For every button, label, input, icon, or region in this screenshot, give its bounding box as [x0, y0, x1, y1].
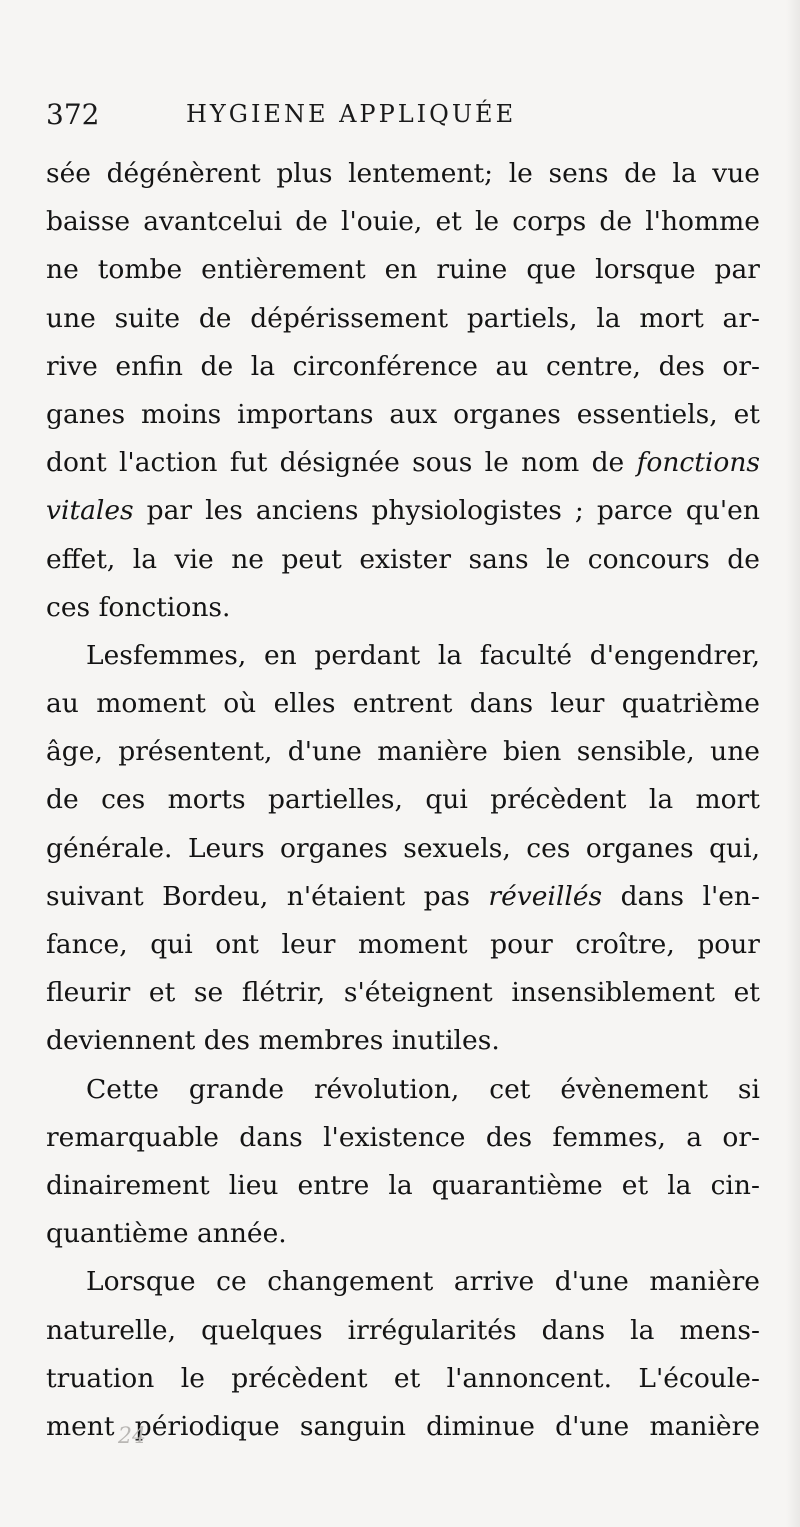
text-word: qui,	[709, 832, 760, 864]
text-word: ganes	[46, 398, 126, 430]
text-word: évènement	[560, 1073, 708, 1105]
text-word: a	[686, 1121, 703, 1153]
text-word: membres	[258, 1025, 384, 1057]
text-word: de	[624, 158, 657, 189]
text-line	[46, 246, 760, 294]
text-word: désignée	[279, 447, 400, 479]
text-word: qui	[425, 784, 468, 816]
text-word: fonctions.	[98, 591, 231, 623]
text-word: âge,	[46, 736, 103, 768]
text-line	[46, 584, 760, 632]
text-word: dans	[541, 1314, 606, 1346]
text-word: fleurir	[46, 977, 131, 1009]
text-word: or-	[722, 1121, 760, 1153]
text-word: et	[435, 206, 462, 238]
text-word: perdant	[314, 639, 421, 671]
text-word: le	[546, 543, 571, 575]
text-word: précèdent	[231, 1362, 368, 1394]
text-word: lorsque	[595, 254, 696, 286]
text-word: sous	[412, 447, 473, 479]
text-word: le	[508, 158, 533, 189]
text-word: peut	[281, 543, 342, 575]
text-word: et	[393, 1362, 421, 1394]
text-word: leur	[281, 929, 336, 960]
text-word: la	[388, 1169, 413, 1201]
text-word: ne	[231, 543, 264, 575]
text-word: ces	[526, 832, 571, 864]
text-word: de	[727, 543, 760, 575]
text-word: remarquable	[46, 1121, 219, 1153]
text-word: avantcelui	[143, 206, 283, 238]
signature-mark: 24	[118, 1424, 146, 1449]
text-word: la	[596, 302, 621, 334]
text-word: essentiels,	[576, 398, 718, 430]
text-word: inutiles.	[391, 1025, 500, 1057]
text-word: morts	[167, 784, 246, 816]
text-line	[46, 439, 760, 487]
text-word: la	[667, 1169, 692, 1201]
text-word: se	[193, 977, 224, 1009]
text-line	[46, 825, 760, 873]
text-word: précèdent	[490, 784, 627, 816]
text-word: concours	[587, 543, 710, 575]
text-word: et	[733, 398, 760, 430]
text-word: ;	[574, 495, 584, 527]
text-line	[46, 391, 760, 439]
text-word: les	[205, 495, 243, 527]
text-word: sexuels,	[403, 832, 511, 864]
text-word: mort	[639, 302, 704, 334]
text-word: en	[384, 254, 418, 286]
text-word: organes	[280, 832, 388, 864]
text-word: que	[526, 254, 577, 286]
text-word: l'ouie,	[340, 206, 423, 238]
text-word: au	[495, 350, 529, 382]
text-line	[46, 969, 760, 1017]
page-number: 372	[46, 98, 100, 131]
text-word: et	[621, 1169, 649, 1201]
text-line	[46, 536, 760, 584]
text-word: d'engendrer,	[589, 639, 760, 671]
text-word: moins	[141, 398, 222, 430]
text-word: organes	[453, 398, 561, 430]
text-word: pas	[423, 880, 470, 912]
text-word: Cette	[86, 1073, 159, 1105]
text-word: présentent,	[118, 736, 273, 768]
running-title: HYGIENE APPLIQUÉE	[186, 100, 517, 128]
text-line	[46, 198, 760, 246]
text-word: centre,	[545, 350, 641, 382]
text-word: naturelle,	[46, 1314, 176, 1346]
text-word: entièrement	[201, 254, 366, 286]
text-word: dépérissement	[250, 302, 449, 334]
text-word: changement	[267, 1266, 434, 1298]
text-line	[46, 680, 760, 728]
text-line	[46, 873, 760, 921]
text-word: générale.	[46, 832, 173, 864]
text-word: la	[132, 543, 158, 575]
text-line	[46, 1258, 760, 1306]
text-word: circonférence	[292, 350, 478, 382]
text-word: pour	[490, 929, 553, 960]
text-word: si	[737, 1073, 760, 1105]
text-word: manière	[649, 1410, 760, 1442]
text-word: plus	[276, 158, 333, 189]
text-word: quatrième	[621, 688, 760, 720]
text-word: l'action	[118, 447, 218, 479]
text-word: une	[46, 302, 96, 334]
text-word: aux	[389, 398, 438, 430]
text-line	[46, 150, 760, 198]
text-word: dans	[469, 688, 534, 720]
text-line	[46, 1210, 760, 1258]
text-word: des	[203, 1025, 251, 1057]
text-line	[46, 728, 760, 776]
text-word: L'écoule-	[638, 1362, 760, 1394]
text-word: lieu	[228, 1169, 279, 1201]
text-word: de	[198, 302, 232, 334]
text-word: révolution,	[313, 1073, 460, 1105]
text-line	[46, 1307, 760, 1355]
text-word: fut	[229, 447, 268, 479]
text-word: n'étaient	[286, 880, 406, 912]
text-line	[46, 1355, 760, 1403]
text-word: entrent	[352, 688, 453, 720]
text-word: d'une	[554, 1266, 629, 1298]
text-word: sensible,	[576, 736, 695, 768]
text-word: organes	[585, 832, 694, 864]
text-line	[46, 921, 760, 969]
text-line	[46, 1017, 760, 1065]
text-word: grande	[188, 1073, 285, 1105]
text-word: de	[200, 350, 234, 382]
text-word: manière	[649, 1266, 760, 1298]
text-word: suite	[114, 302, 181, 334]
text-word: dinairement	[46, 1169, 210, 1201]
text-word: or-	[722, 350, 760, 382]
text-word: le	[474, 206, 500, 238]
text-word: quarantième	[431, 1169, 603, 1201]
text-word: dans	[239, 1121, 303, 1153]
text-word: réveillés	[488, 880, 603, 912]
text-line	[46, 295, 760, 343]
text-word: Lorsque	[86, 1266, 196, 1298]
text-word: dans	[620, 880, 685, 912]
text-word: et	[148, 977, 176, 1009]
text-word: le	[484, 447, 509, 479]
text-word: deviennent	[46, 1025, 196, 1057]
text-word: arrive	[453, 1266, 535, 1298]
text-word: croître,	[575, 929, 675, 960]
text-line	[46, 343, 760, 391]
text-word: bien	[503, 736, 562, 768]
text-word: fance,	[46, 929, 128, 960]
text-line	[46, 632, 760, 680]
running-head	[46, 96, 766, 136]
text-word: enfin	[115, 350, 183, 382]
text-word: flétrir,	[241, 977, 326, 1009]
text-word: sens	[548, 158, 609, 189]
text-word: manière	[377, 736, 488, 768]
text-word: au	[46, 688, 79, 720]
text-word: l'en-	[702, 880, 760, 912]
text-word: ment	[46, 1410, 115, 1442]
text-word: la	[630, 1314, 655, 1346]
text-line	[46, 487, 760, 535]
text-word: truation	[46, 1362, 155, 1394]
text-word: importans	[237, 398, 374, 430]
text-word: ne	[46, 254, 79, 286]
text-word: dont	[46, 447, 107, 479]
text-word: par	[146, 495, 193, 527]
text-word: des	[485, 1121, 533, 1153]
text-word: moment	[357, 929, 468, 960]
text-word: anciens	[255, 495, 359, 527]
text-word: corps	[512, 206, 587, 238]
text-word: ces	[46, 591, 91, 623]
text-word: en	[264, 639, 297, 671]
text-word: cet	[489, 1073, 531, 1105]
text-word: Bordeu,	[162, 880, 269, 912]
text-word: ces	[101, 784, 146, 816]
text-word: cin-	[710, 1169, 760, 1201]
text-word: irrégularités	[347, 1314, 517, 1346]
text-word: l'existence	[323, 1121, 466, 1153]
text-word: insensiblement	[511, 977, 715, 1009]
text-line	[46, 776, 760, 824]
text-word: moment	[96, 688, 206, 720]
text-word: elles	[273, 688, 336, 720]
text-word: baisse	[46, 206, 131, 238]
text-word: effet,	[46, 543, 116, 575]
text-word: périodique	[134, 1410, 280, 1442]
text-word: de	[295, 206, 328, 238]
text-word: partielles,	[268, 784, 403, 816]
text-line	[46, 1162, 760, 1210]
text-word: leur	[550, 688, 605, 720]
text-word: nom	[521, 447, 580, 479]
text-word: de	[46, 784, 79, 816]
text-word: mort	[695, 784, 760, 816]
text-word: faculté	[479, 639, 573, 671]
text-word: ce	[216, 1266, 247, 1298]
text-word: ar-	[722, 302, 760, 334]
text-word: où	[223, 688, 257, 720]
text-word: sanguin	[299, 1410, 406, 1442]
text-word: qui	[150, 929, 193, 960]
text-word: partiels,	[466, 302, 578, 334]
text-word: une	[710, 736, 760, 768]
text-word: de	[599, 206, 633, 238]
text-word: la	[250, 350, 276, 382]
text-word: fonctions	[636, 447, 760, 479]
text-word: ruine	[436, 254, 508, 286]
text-word: le	[180, 1362, 205, 1394]
text-word: d'une	[555, 1410, 630, 1442]
page-edge-shadow	[786, 0, 800, 1527]
body-text	[46, 150, 760, 1451]
text-word: dégénèrent	[106, 158, 261, 189]
text-word: la	[437, 639, 463, 671]
text-word: et	[733, 977, 760, 1009]
text-word: quantième	[46, 1218, 189, 1250]
text-word: sans	[468, 543, 529, 575]
text-word: année.	[196, 1218, 287, 1250]
text-word: d'une	[287, 736, 362, 768]
text-word: ont	[215, 929, 259, 960]
text-word: quelques	[201, 1314, 323, 1346]
text-word: rive	[46, 350, 98, 382]
text-word: pour	[697, 929, 760, 960]
text-word: vue	[712, 158, 760, 189]
text-word: physiologistes	[371, 495, 562, 527]
text-word: par	[714, 254, 760, 286]
text-word: de	[591, 447, 625, 479]
text-word: vitales	[46, 495, 134, 527]
text-word: vie	[174, 543, 214, 575]
text-line	[46, 1114, 760, 1162]
text-line	[46, 1066, 760, 1114]
text-word: lentement;	[348, 158, 494, 189]
text-word: tombe	[97, 254, 183, 286]
text-word: la	[648, 784, 674, 816]
text-word: Leurs	[187, 832, 265, 864]
text-word: la	[672, 158, 697, 189]
text-word: entre	[297, 1169, 370, 1201]
text-word: qu'en	[685, 495, 760, 527]
text-line	[46, 1403, 760, 1451]
text-word: femmes,	[552, 1121, 666, 1153]
text-word: sée	[46, 158, 91, 189]
text-word: exister	[359, 543, 452, 575]
text-word: l'annoncent.	[446, 1362, 613, 1394]
text-word: mens-	[679, 1314, 760, 1346]
text-word: suivant	[46, 880, 144, 912]
text-word: s'éteignent	[343, 977, 493, 1009]
text-word: Lesfemmes,	[86, 639, 247, 671]
text-word: l'homme	[645, 206, 760, 238]
text-word: des	[658, 350, 705, 382]
text-word: parce	[596, 495, 673, 527]
text-word: diminue	[426, 1410, 535, 1442]
